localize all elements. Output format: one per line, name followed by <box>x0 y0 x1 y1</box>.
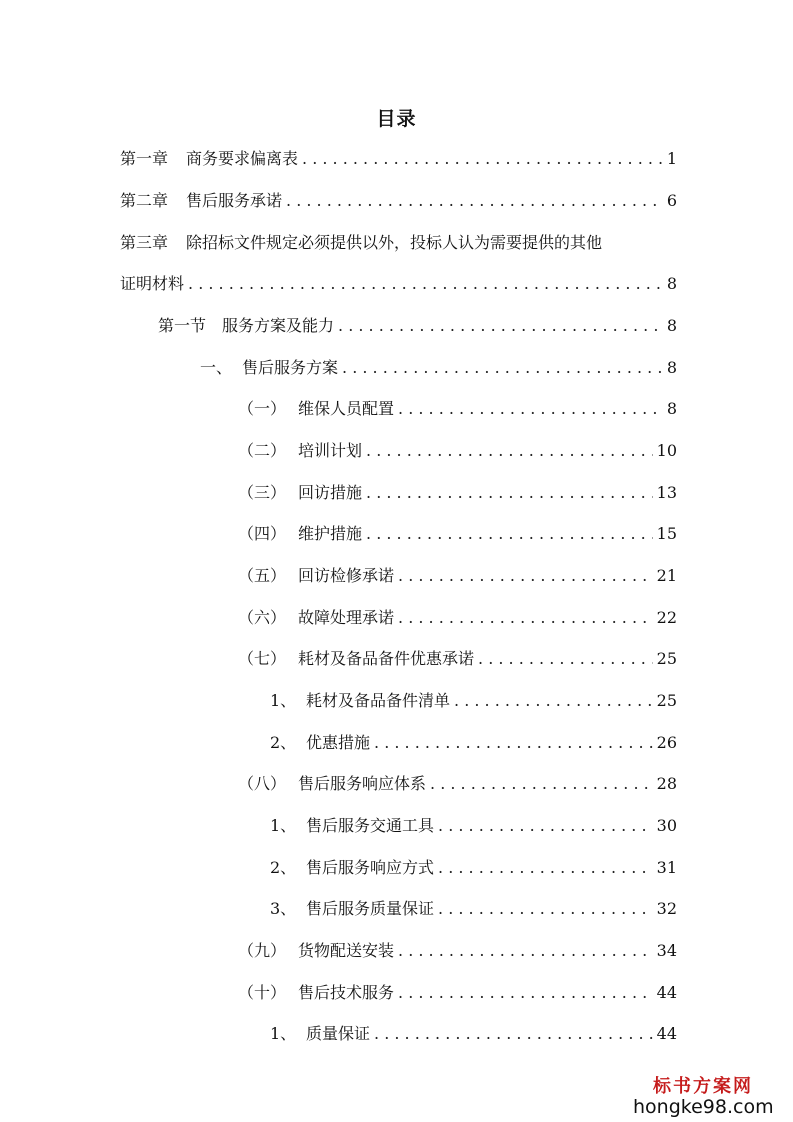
toc-entry-title: 货物配送安装 <box>298 941 395 960</box>
toc-leader-dots <box>398 607 653 629</box>
toc-leader-dots <box>366 440 653 462</box>
toc-entry-page: 8 <box>666 399 677 418</box>
toc-entry-number: 1、 <box>270 1024 297 1043</box>
toc-entry-page: 6 <box>666 191 677 210</box>
toc-entry-number: （十） <box>238 983 287 1002</box>
toc-entry-title: 服务方案及能力 <box>222 316 335 335</box>
toc-leader-dots <box>478 648 653 670</box>
toc-entry-title: 售后技术服务 <box>298 983 395 1002</box>
toc-entry-title: 售后服务承诺 <box>186 191 283 210</box>
toc-entry-number: （一） <box>238 399 287 418</box>
toc-entry-line1[interactable] <box>120 232 602 254</box>
toc-leader-dots <box>398 565 653 587</box>
toc-entry[interactable] <box>120 148 677 170</box>
toc-entry-number: 1、 <box>270 691 297 710</box>
toc-entry-number: 3、 <box>270 899 297 918</box>
toc-leader-dots <box>374 1023 653 1045</box>
toc-entry-page: 15 <box>656 524 677 543</box>
toc-leader-dots <box>374 732 653 754</box>
toc-entry[interactable] <box>238 482 677 504</box>
toc-leader-dots <box>366 482 653 504</box>
toc-entry-title: 质量保证 <box>306 1024 371 1043</box>
toc-leader-dots <box>302 148 663 170</box>
toc-entry-page: 8 <box>666 274 677 293</box>
toc-entry-number: （三） <box>238 483 287 502</box>
toc-entry-number: （六） <box>238 608 287 627</box>
toc-entry-title: 优惠措施 <box>306 733 371 752</box>
toc-entry[interactable] <box>200 357 677 379</box>
toc-entry-page: 10 <box>656 441 677 460</box>
toc-entry-page: 44 <box>656 1024 677 1043</box>
toc-entry-number: 1、 <box>270 816 297 835</box>
toc-entry-title: 售后服务方案 <box>242 358 339 377</box>
toc-entry-page: 32 <box>656 899 677 918</box>
toc-entry-page: 22 <box>656 608 677 627</box>
toc-entry-title: 维护措施 <box>298 524 363 543</box>
toc-entry-page: 25 <box>656 691 677 710</box>
toc-entry-title: 回访检修承诺 <box>298 566 395 585</box>
toc-entry[interactable] <box>270 690 677 712</box>
toc-entry-number: （五） <box>238 566 287 585</box>
toc-entry[interactable] <box>270 815 677 837</box>
toc-leader-dots <box>398 398 663 420</box>
toc-entry-title: 除招标文件规定必须提供以外，投标人认为需要提供的其他 <box>186 233 603 252</box>
toc-leader-dots <box>342 357 663 379</box>
toc-leader-dots <box>438 815 653 837</box>
toc-entry[interactable] <box>270 857 677 879</box>
toc-leader-dots <box>338 315 663 337</box>
toc-entry[interactable] <box>120 190 677 212</box>
toc-entry-number: 2、 <box>270 733 297 752</box>
toc-entry[interactable] <box>238 648 677 670</box>
site-watermark <box>633 1072 773 1118</box>
toc-entry-page: 1 <box>666 149 677 168</box>
toc-entry-page: 13 <box>656 483 677 502</box>
toc-entry[interactable] <box>238 398 677 420</box>
toc-entry-title: 维保人员配置 <box>298 399 395 418</box>
toc-entry-number: 一、 <box>200 358 233 377</box>
toc-entry-number: 第三章 <box>120 233 169 252</box>
toc-entry[interactable] <box>238 523 677 545</box>
toc-entry-page: 26 <box>656 733 677 752</box>
toc-entry-page: 8 <box>666 358 677 377</box>
toc-entry-title: 耗材及备品备件清单 <box>306 691 451 710</box>
toc-entry-number: （七） <box>238 649 287 668</box>
toc-entry-page: 31 <box>656 858 677 877</box>
toc-leader-dots <box>454 690 653 712</box>
toc-entry-number: 第一章 <box>120 149 169 168</box>
toc-entry-title: 回访措施 <box>298 483 363 502</box>
toc-entry-page: 44 <box>656 983 677 1002</box>
toc-entry[interactable] <box>238 982 677 1004</box>
toc-leader-dots <box>398 982 653 1004</box>
toc-entry-number: 2、 <box>270 858 297 877</box>
watermark-chinese-text: 标书方案网 <box>653 1076 753 1097</box>
toc-entry-title: 售后服务响应体系 <box>298 774 427 793</box>
toc-entry[interactable] <box>238 940 677 962</box>
page-title: 目录 <box>376 108 417 130</box>
toc-entry-title: 培训计划 <box>298 441 363 460</box>
toc-entry[interactable] <box>270 1023 677 1045</box>
toc-entry-number: 第二章 <box>120 191 169 210</box>
toc-entry-title: 耗材及备品备件优惠承诺 <box>298 649 475 668</box>
toc-entry-number: （四） <box>238 524 287 543</box>
toc-entry-title: 售后服务响应方式 <box>306 858 435 877</box>
toc-leader-dots <box>430 773 653 795</box>
toc-entry[interactable] <box>238 565 677 587</box>
toc-entry-number: （九） <box>238 941 287 960</box>
toc-entry-title-continued: 证明材料 <box>120 274 185 293</box>
watermark-domain-text: hongke98.com <box>633 1096 774 1118</box>
toc-entry-title: 售后服务质量保证 <box>306 899 435 918</box>
toc-entry-title: 商务要求偏离表 <box>186 149 299 168</box>
toc-entry-number: （八） <box>238 774 287 793</box>
toc-entry[interactable] <box>238 773 677 795</box>
toc-entry[interactable] <box>270 732 677 754</box>
toc-leader-dots <box>398 940 653 962</box>
toc-entry-page: 28 <box>656 774 677 793</box>
toc-entry-page: 8 <box>666 316 677 335</box>
toc-entry-page: 25 <box>656 649 677 668</box>
toc-entry-page: 21 <box>656 566 677 585</box>
toc-entry[interactable] <box>120 273 677 295</box>
toc-entry-page: 30 <box>656 816 677 835</box>
toc-leader-dots <box>438 898 653 920</box>
toc-leader-dots <box>188 273 663 295</box>
toc-leader-dots <box>366 523 653 545</box>
toc-entry[interactable] <box>270 898 677 920</box>
toc-leader-dots <box>286 190 663 212</box>
toc-entry-page: 34 <box>656 941 677 960</box>
toc-entry-number: 第一节 <box>158 316 207 335</box>
toc-entry-number: （二） <box>238 441 287 460</box>
toc-entry-title: 故障处理承诺 <box>298 608 395 627</box>
toc-entry-title: 售后服务交通工具 <box>306 816 435 835</box>
toc-entry[interactable] <box>238 607 677 629</box>
toc-entry[interactable] <box>238 440 677 462</box>
toc-entry[interactable] <box>158 315 677 337</box>
toc-leader-dots <box>438 857 653 879</box>
